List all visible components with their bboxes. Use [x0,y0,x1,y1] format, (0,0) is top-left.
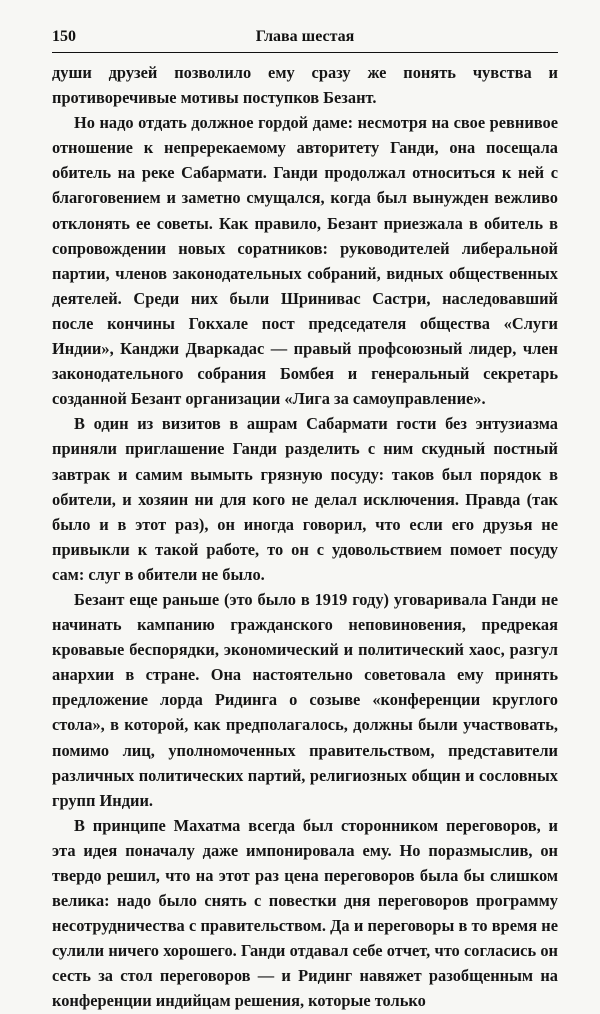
paragraph: В принципе Махатма всегда был сторонником переговоров, и эта идея поначалу даже импонировала ему. Но поразмыслив, он твердо решил, что на этот раз цена переговоров была бы слишком велика: надо было снять с повестки дня переговоров программу несотрудничества с правительством. Да и переговоры в то время не сулили ничего хорошего. Ганди отдавал себе отчет, что согласись он сесть за стол переговоров — и Ридинг навяжет разобщенным на конференции индийцам решения, которые только [52,815,558,1011]
chapter-title: Глава шестая [255,28,355,45]
body-text [52,60,558,1014]
paragraph: В один из визитов в ашрам Сабармати гости без энтузиазма приняли приглашение Ганди разделить с ним скудный постный завтрак и самим вымыть грязную посуду: таков был порядок в обители, и хозяин ни для кого не делал исключения. Правда (так было и в этот раз), он иногда говорил, что если его друзья не привыкли к такой работе, то он с удовольствием помоет посуду сам: слуг в обители не было. [52,414,558,584]
page-number: 150 [52,28,76,45]
book-page [52,28,558,1014]
paragraph: Но надо отдать должное гордой даме: несмотря на свое ревнивое отношение к непререкаемому авторитету Ганди, она посещала обитель на реке Сабармати. Ганди продолжал относиться к ней с благоговением и заметно смущался, когда был вынужден вежливо отклонять ее советы. Как правило, Безант приезжала в обитель в сопровождении новых соратников: руководителей либеральной партии, членов законодательных собраний, видных общественных деятелей. Среди них были Шринивас Састри, наследовавший после кончины Гокхале пост председателя общества «Слуги Индии», Канджи Дваркадас — правый профсоюзный лидер, член законодательного собрания Бомбея и генеральный секретарь созданной Безант организации «Лига за самоуправление». [52,113,558,409]
paragraph: Безант еще раньше (это было в 1919 году) уговаривала Ганди не начинать кампанию гражданского неповиновения, предрекая кровавые беспорядки, экономический и политический хаос, разгул анархии в стране. Она настоятельно советовала ему принять предложение лорда Ридинга о созыве «конференции круглого стола», в которой, как предполагалось, должны были участвовать, помимо лиц, уполномоченных правительством, представители различных политических партий, религиозных общин и сословных групп Индии. [52,589,558,810]
paragraph-continued: души друзей позволило ему сразу же понять чувства и противоречивые мотивы поступков Безант. [52,63,558,108]
running-head [52,28,558,53]
